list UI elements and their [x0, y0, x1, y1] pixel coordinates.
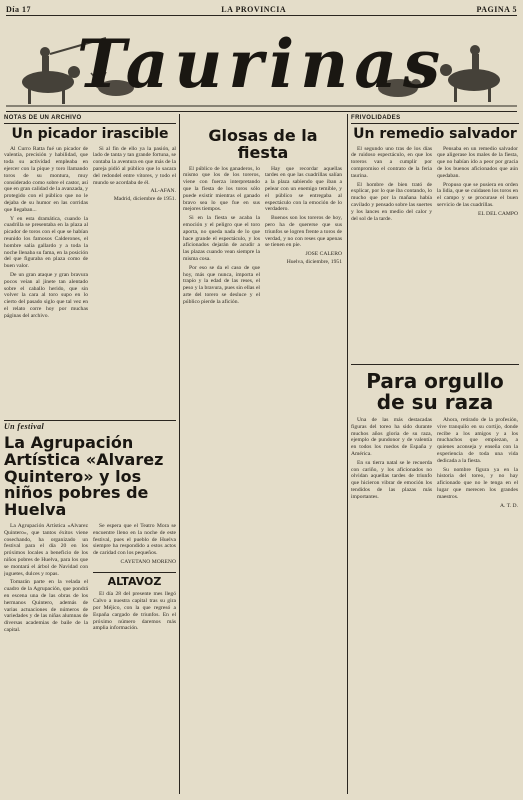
column-left-bottom	[4, 420, 176, 797]
section-kicker: NOTAS DE UN ARCHIVO	[4, 114, 176, 124]
column-left-top	[4, 114, 176, 414]
article-title-orgullo: Para orgullo de su raza	[366, 369, 504, 414]
masthead-title: Taurinas	[76, 25, 447, 103]
article-date: Madrid, diciembre de 1951.	[113, 196, 176, 203]
page-header	[6, 4, 517, 14]
altavoz-title: ALTAVOZ	[93, 572, 176, 588]
column-divider-left	[179, 114, 180, 794]
column-right-top	[351, 114, 519, 360]
article-body-picador-b: Si al fin de ello ya la pasión, al lado de tanta y tan grande fortuna, se contaba la aventura en que más de la pareja pidió al público que lo sacara del redondel entre vítores, y todo el mundo se acordaba de él. AL-AFAN. Madrid, diciembre de 1951.	[93, 145, 176, 203]
orgullo-signature: A. T. D.	[500, 502, 518, 509]
article-body-picador-a: Al Curro Ratta fué un picador de valentía, precisión y habilidad, que toda su actividad empleaba en ejercer con la pique y toro llamando toros de su montura, muy considerado como sobre el castor, así que en gran calidad de la avanzada, y protegido con el público que no le dejaba de su humor en las corridas que llegaban... Y en esta dramática, cuando la cuadrilla se presentaba en la plaza al picador de toros con el que se habían reunido los famosos Calderones, el hombre salía gallardo y a toda la noche llenaba su fama, en la posición del que figuraba en plaza como de buen valor. De un gran ataque y gran bravura pocos veían al jinete tan alentado sobre el caballo herido, que sin volver la cara al toro supo en lo cierto del pasado siglo que tal vez en el relato corre hoy por muchas páginas del archivo.	[4, 145, 88, 319]
article-body-glosas-a: El público de los ganaderos, lo mismo que los de los toreros, viene con fuerza interpretando que la fiesta de los toros sólo puede existir mientras el ganado bravo sea lo que fue en sus mejores tiempos. Si en la fiesta se acaba la emoción y el peligro que el toro aporta, no queda nada de lo que hace grande el espectáculo, y los aficionados dejarán de acudir a las plazas cuando vean siempre la misma cosa. Por eso se da el caso de que hoy, más que nunca, importa el trapío y la edad de las reses, el peso y la bravura, pues sin ellas el arte del torero se desluce y el público pierde la afición.	[183, 165, 260, 305]
glosas-signature: JOSE CALERO	[305, 251, 342, 258]
page-number: PAGINA 5	[476, 4, 517, 14]
altavoz-body: El día 28 del presente mes llegó Calvo a nuestra capital tras su gira por Méjico, con la que regresó a España cargado de triunfos. En el próximo número daremos más amplia información.	[93, 591, 176, 632]
masthead	[6, 18, 517, 110]
article-body-orgullo-a: Una de las más destacadas figuras del toreo ha sido durante muchos años gloria de su raza, ejemplo de pundonor y de valentía en todos los ruedos de España y América. En su tierra natal se le recuerda con cariño, y los aficionados no olvidan aquellas tardes de triunfo que hicieron vibrar de emoción los tendidos de las plazas más importantes.	[351, 417, 432, 500]
header-rule	[6, 15, 517, 16]
festival-kicker: Un festival	[4, 422, 45, 431]
paper-name: LA PROVINCIA	[221, 4, 287, 14]
article-title-remedio: Un remedio salvador	[353, 126, 517, 142]
column-center	[183, 114, 343, 796]
day-label: Día 17	[6, 4, 31, 14]
article-body-glosas-b: Hay que recordar aquellas tardes en que las cuadrillas salían a la plaza sabiendo que iban a pelear con un enemigo temible, y el público se entregaba al espectáculo con la emoción de lo verdadero. Buenos son los toreros de hoy, pero ha de quererse que sus triunfos se logren frente a toros de verdad, y no con reses que apenas se tienen en pie. JOSE CALERO Huelva, diciembre, 1951	[265, 165, 342, 265]
article-body-orgullo-b: Ahora, retirado de la profesión, vive tranquilo en su cortijo, donde recibe a los amigos y a los muchachos que empiezan, a quienes aconseja y enseña con la experiencia de toda una vida dedicada a la fiesta. Su nombre figura ya en la historia del toreo, y no hay aficionado que no le tenga en el lugar que merecen los grandes maestros. A. T. D.	[437, 417, 518, 509]
article-title-picador: Un picador irascible	[11, 126, 169, 142]
article-title-glosas: Glosas de la fiesta	[208, 126, 318, 162]
article-body-festival-b: Se espera que el Teatro Mora se encuentre lleno en la noche de este festival, pues el pueblo de Huelva siempre ha respondido a estos actos de caridad con los pequeños. CAYETANO MORENO ALTAVOZ El día 28 del presente mes llegó Calvo a nuestra capital tras su gira por Méjico, con la que regresó a España cargado de triunfos. En el próximo número daremos más amplia información.	[93, 522, 176, 632]
article-body-remedio-b: Pensaba en un remedio salvador que aligerase los males de la fiesta, que no habían ido a peor por gracia de los buenos aficionados que aún quedaban. Propuso que se pusiera en orden la lidia, que se cuidasen los toros en el campo y se procurase el buen servicio de las cuadrillas. EL DEL CAMPO	[437, 145, 518, 217]
frivolidades-kicker: FRIVOLIDADES	[351, 114, 519, 124]
glosas-date: Huelva, diciembre, 1951	[286, 258, 342, 265]
masthead-rule	[6, 111, 517, 112]
festival-signature: CAYETANO MORENO	[120, 558, 176, 565]
remedio-signature: EL DEL CAMPO	[478, 210, 518, 217]
article-body-festival-a: La Agrupación Artística «Alvarez Quintero», que tantos éxitos viene cosechando, ha organizado un festival para el día 20 en los próximos locales a beneficio de los niños pobres de Huelva, para los que se montará el árbol de Navidad con juguetes, dulces y ropas. Tomarán parte en la velada el cuadro de la Agrupación, que pondrá en escena una de las obras de los hermanos Quintero, además de varias actuaciones de números de variedades y de las niñas alumnas de diversas academias de baile de la capital.	[4, 522, 88, 633]
column-divider-right	[347, 114, 348, 794]
article-title-festival: La Agrupación Artística «Alvarez Quintero» y los niños pobres de Huelva	[4, 433, 164, 520]
column-right-bottom	[351, 364, 519, 797]
article-signature: AL-AFAN.	[150, 188, 176, 195]
article-body-remedio-a: El segundo uno tras de los días de ruidoso espectáculo, en que los toreros van a cumplir por compromiso el contrato de la feria taurina. El hombre de bien trató de explicar, por lo que iba contando, lo mucho que por la mañana había cavilado y pensado sobre las suertes y los lances en medio del calor y del sol de la tarde.	[351, 145, 432, 222]
